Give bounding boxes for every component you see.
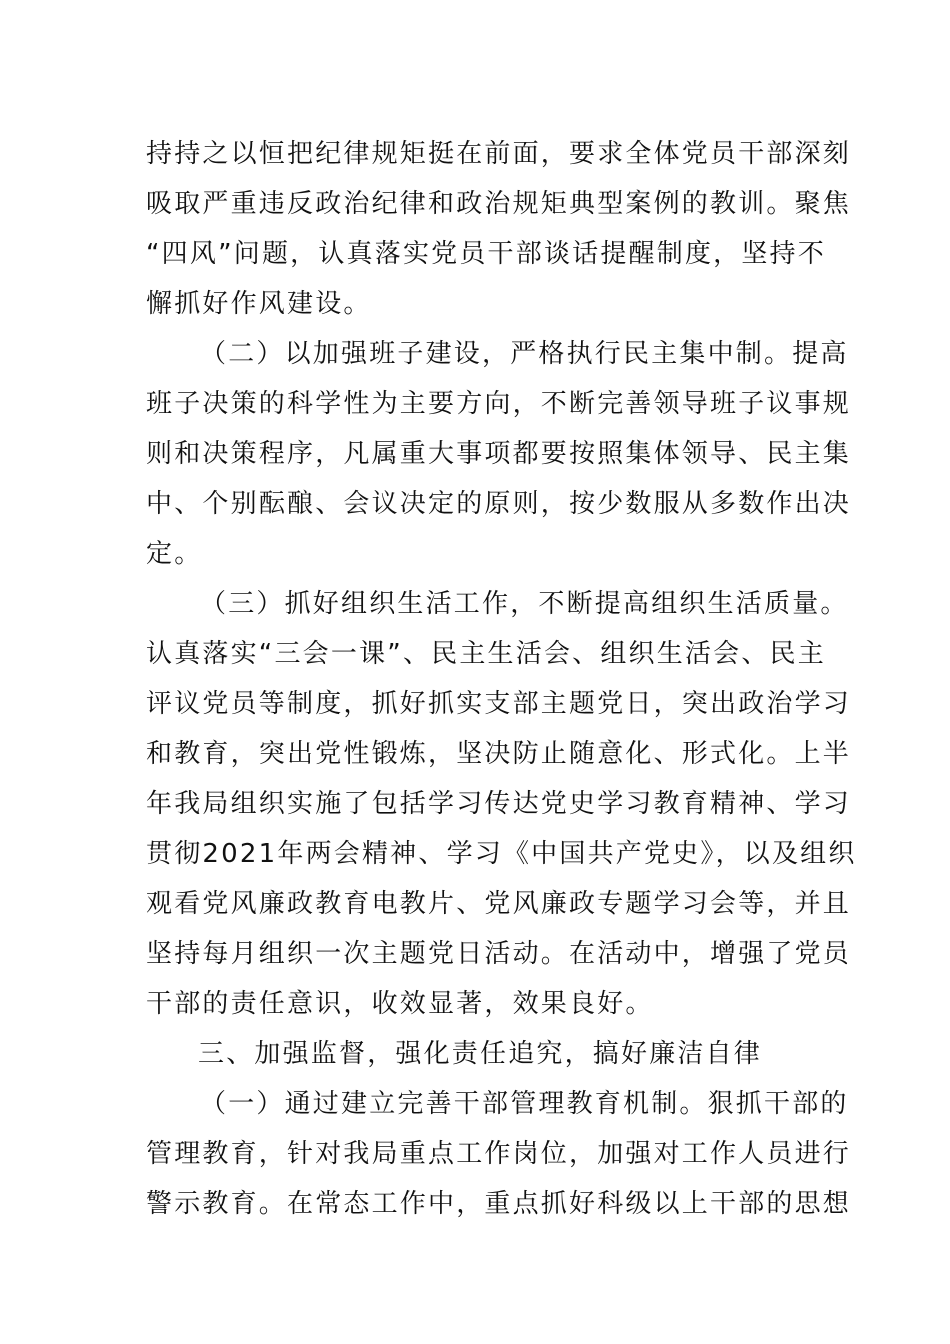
paragraph-heading-1: （一）通过建立完善干部管理教育机制。狠抓干部的: [200, 1089, 849, 1119]
paragraph-heading-3: （三）抓好组织生活工作，不断提高组织生活质量。: [200, 589, 849, 619]
text-line: 定。: [146, 539, 203, 569]
text-line: 管理教育，针对我局重点工作岗位，加强对工作人员进行: [146, 1139, 852, 1169]
text-line: 则和决策程序，凡属重大事项都要按照集体领导、民主集: [146, 439, 852, 469]
text-line: 干部的责任意识，收效显著，效果良好。: [146, 989, 654, 1019]
text-line: 观看党风廉政教育电教片、党风廉政专题学习会等，并且: [146, 889, 852, 919]
text-line: 持持之以恒把纪律规矩挺在前面，要求全体党员干部深刻: [146, 139, 852, 169]
text-line: 认真落实“三会一课”、民主生活会、组织生活会、民主: [146, 639, 826, 669]
text-line: 警示教育。在常态工作中，重点抓好科级以上干部的思想: [146, 1189, 852, 1219]
text-line: 评议党员等制度，抓好抓实支部主题党日，突出政治学习: [146, 689, 852, 719]
section-heading: 三、加强监督，强化责任追究，搞好廉洁自律: [198, 1039, 763, 1069]
text-line: 吸取严重违反政治纪律和政治规矩典型案例的教训。聚焦: [146, 189, 852, 219]
text-line: “四风”问题，认真落实党员干部谈话提醒制度，坚持不: [146, 239, 826, 269]
text-line: 贯彻2021年两会精神、学习《中国共产党史》，以及组织: [146, 839, 857, 869]
text-line: 坚持每月组织一次主题党日活动。在活动中，增强了党员: [146, 939, 852, 969]
paragraph-heading-2: （二）以加强班子建设，严格执行民主集中制。提高: [200, 339, 849, 369]
text-line: 懈抓好作风建设。: [146, 289, 372, 319]
text-line: 和教育，突出党性锻炼，坚决防止随意化、形式化。上半: [146, 739, 852, 769]
text-line: 年我局组织实施了包括学习传达党史学习教育精神、学习: [146, 789, 852, 819]
text-line: 班子决策的科学性为主要方向，不断完善领导班子议事规: [146, 389, 852, 419]
text-line: 中、个别酝酿、会议决定的原则，按少数服从多数作出决: [146, 489, 852, 519]
